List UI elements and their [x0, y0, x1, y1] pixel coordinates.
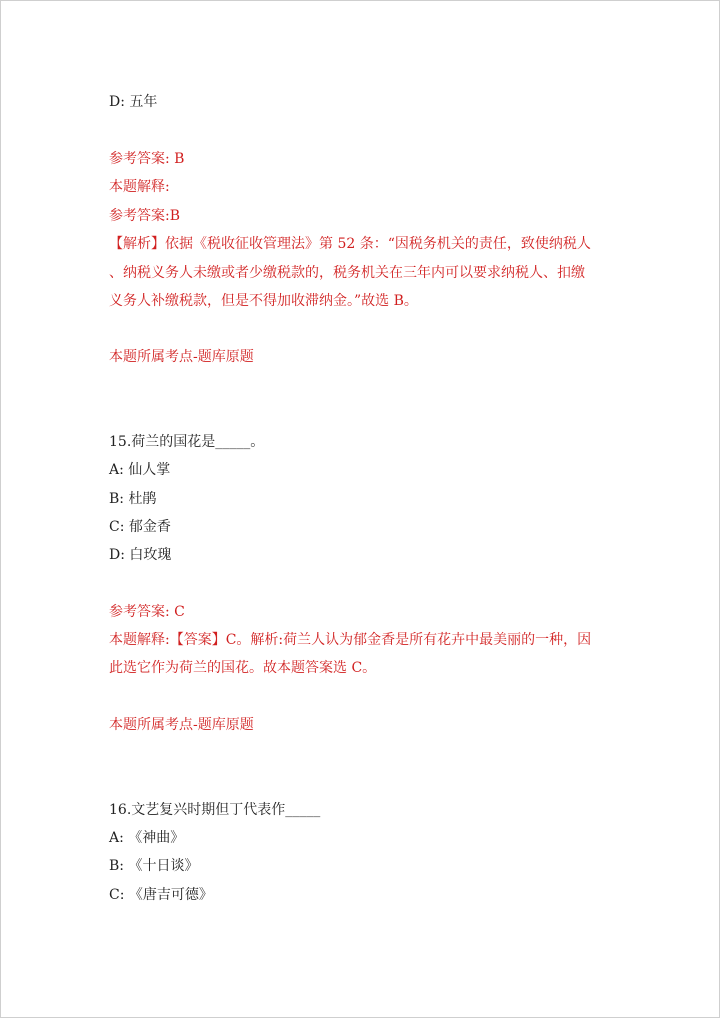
prev-source: 本题所属考点-题库原题 — [109, 349, 254, 365]
q15-source: 本题所属考点-题库原题 — [109, 717, 254, 733]
prev-answer-repeat: 参考答案:B — [109, 208, 181, 224]
q15-explanation-line-1: 本题解释:【答案】C。解析:荷兰人认为郁金香是所有花卉中最美丽的一种，因 — [109, 632, 592, 648]
prev-answer: 参考答案: B — [109, 151, 185, 167]
q15-option-a: A: 仙人掌 — [109, 462, 171, 478]
q15-option-d: D: 白玫瑰 — [109, 547, 172, 563]
q16-option-a: A: 《神曲》 — [109, 830, 185, 846]
prev-analysis-line-3: 义务人补缴税款，但是不得加收滞纳金。”故选 B。 — [109, 293, 418, 309]
q15-option-b: B: 杜鹃 — [109, 491, 157, 507]
prev-analysis-line-1: 【解析】依据《税收征收管理法》第 52 条：“因税务机关的责任，致使纳税人 — [109, 236, 591, 252]
q15-option-c: C: 郁金香 — [109, 519, 171, 535]
q15-explanation-line-2: 此选它作为荷兰的国花。故本题答案选 C。 — [109, 660, 377, 676]
q16-question: 16.文艺复兴时期但丁代表作_____ — [109, 802, 321, 818]
prev-explanation-label: 本题解释: — [109, 179, 170, 195]
q16-option-b: B: 《十日谈》 — [109, 858, 199, 874]
q15-answer: 参考答案: C — [109, 604, 185, 620]
q16-option-c: C: 《唐吉可德》 — [109, 887, 213, 903]
prev-option-d: D: 五年 — [109, 94, 158, 110]
prev-analysis-line-2: 、纳税义务人未缴或者少缴税款的，税务机关在三年内可以要求纳税人、扣缴 — [109, 265, 585, 281]
q15-question: 15.荷兰的国花是_____。 — [109, 434, 265, 450]
